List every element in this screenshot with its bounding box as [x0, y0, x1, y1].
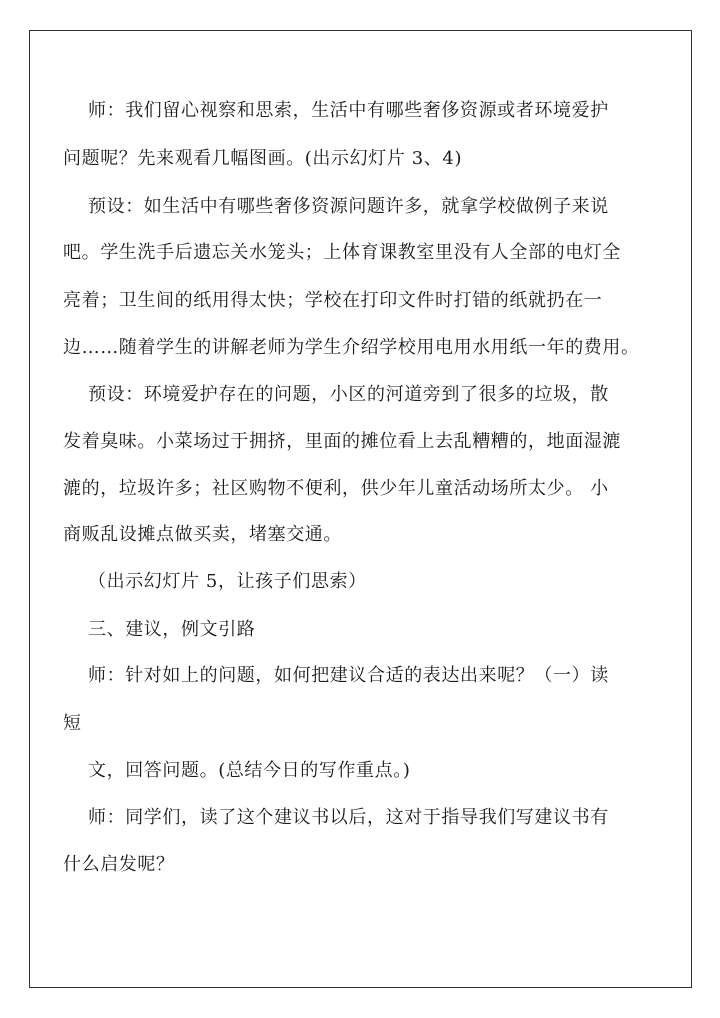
page-border [29, 30, 692, 988]
text-line: 短 [63, 713, 82, 734]
text-line: 什么启发呢？ [63, 854, 175, 875]
text-line: （出示幻灯片 5，让孩子们思索） [88, 571, 367, 592]
text-line: 吧。学生洗手后遗忘关水笼头；上体育课教室里没有人全部的电灯全 [63, 242, 621, 263]
text-line: 预设：如生活中有哪些奢侈资源问题许多，就拿学校做例子来说 [88, 196, 609, 217]
text-line: 文，回答问题。(总结今日的写作重点。) [88, 760, 411, 781]
text-line: 预设：环境爱护存在的问题，小区的河道旁到了很多的垃圾，散 [88, 384, 609, 405]
text-line: 漉的，垃圾许多；社区购物不便利，供少年儿童活动场所太少。 小 [63, 478, 609, 499]
text-line: 师：同学们，读了这个建议书以后，这对于指导我们写建议书有 [88, 807, 609, 828]
text-line: 商贩乱设摊点做买卖，堵塞交通。 [63, 524, 342, 545]
section-heading: 三、建议，例文引路 [88, 619, 256, 640]
text-line: 师：我们留心视察和思索，生活中有哪些奢侈资源或者环境爱护 [88, 100, 609, 121]
text-line: 师：针对如上的问题，如何把建议合适的表达出来呢？（一）读 [88, 665, 609, 686]
text-line: 亮着；卫生间的纸用得太快；学校在打印文件时打错的纸就扔在一 [63, 290, 603, 311]
text-line: 发着臭味。小菜场过于拥挤，里面的摊位看上去乱糟糟的，地面湿漉 [63, 431, 621, 452]
text-line: 问题呢？先来观看几幅图画。(出示幻灯片 3、4) [63, 148, 463, 169]
text-line: 边……随着学生的讲解老师为学生介绍学校用电用水用纸一年的费用。 [63, 337, 640, 358]
